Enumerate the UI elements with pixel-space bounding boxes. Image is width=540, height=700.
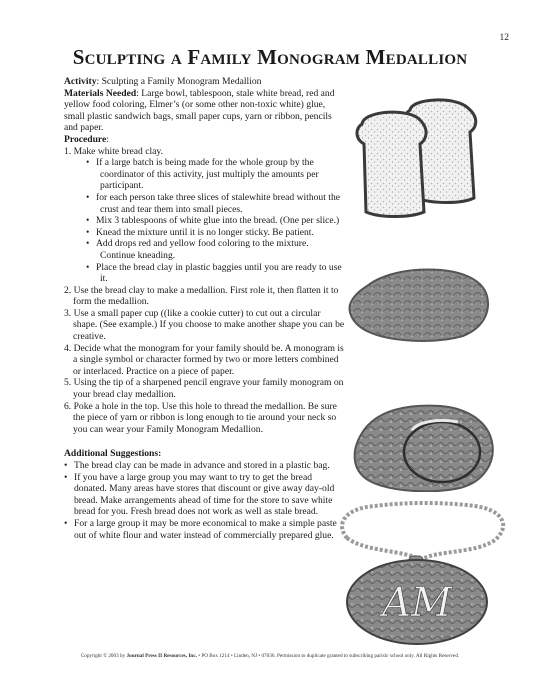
page-title: Sculpting a Family Monogram Medallion [72, 45, 468, 69]
bread-clay-illustration [345, 266, 493, 344]
list-item: • Place the bread clay in plastic baggies until you are ready to use it. [86, 262, 346, 285]
step-4: 4. Decide what the monogram for your family should be. A monogram is a single symbol or character formed by two or more letters combined or interlaced. Practice on a piece of paper. [64, 342, 344, 377]
list-item: • If a large batch is being made for the whole group by the coordinator of this activity, just multiply the amounts per participant. [86, 157, 346, 192]
list-item: • Add drops red and yellow food coloring to the mixture. Continue kneading. [86, 238, 346, 261]
list-item: • for each person take three slices of stalewhite bread without the crust and tear them into small pieces. [86, 192, 346, 215]
step-2: 2. Use the bread clay to make a medallion. First role it, then flatten it to form the medallion. [64, 284, 339, 308]
activity-label: Activity [64, 76, 97, 87]
suggestions-list [64, 460, 346, 541]
bread-slices-illustration [352, 98, 492, 218]
materials-label: Materials Needed [64, 87, 137, 99]
monogram-letters: AM [382, 580, 452, 626]
materials-text: : Large bowl, tablespoon, stale white bread, red and yellow food coloring, Elmer’s (or some other non-toxic white) glue, small plastic sandwich bags, small paper cups, yarn or ribbon, pencils and paper. [64, 87, 335, 134]
suggestions-heading: Additional Suggestions: [64, 448, 162, 460]
list-item: • The bread clay can be made in advance and stored in a plastic bag. [64, 460, 346, 472]
step-6: 6. Poke a hole in the top. Use this hole to thread the medallion. Be sure the piece of yarn or ribbon is long enough to tie around your neck so you can wear your Family Monogram Medallion. [64, 400, 337, 435]
step-3: 3. Use a small paper cup ((like a cookie cutter) to cut out a circular shape. (See example.) If you choose to make another shape you can be creative. [64, 307, 345, 343]
procedure-steps [64, 146, 346, 436]
list-item: • Knead the mixture until it is no longer sticky. Be patient. [86, 227, 346, 239]
list-item: • Mix 3 tablespoons of white glue into the bread. (One per slice.) [86, 215, 346, 227]
copyright-footer: Copyright © 2003 by Journal Press II Resources, Inc. • PO Box 1214 • Linden, NJ • 07036. Permission to duplicate granted to subscribing parish/ school only. All Rights Reserved. [80, 653, 460, 659]
instructions-column [64, 76, 346, 541]
bread-slice-front [357, 112, 426, 216]
step-5: 5. Using the tip of a sharpened pencil engrave your family monogram on your bread clay medallion. [64, 377, 344, 401]
monogram-medallion-illustration [325, 498, 517, 648]
materials-line [64, 88, 346, 134]
list-item: • For a large group it may be more economical to make a simple paste out of white flour and water instead of commercially prepared glue. [64, 518, 346, 541]
page-number: 12 [499, 33, 509, 43]
step-1-text: 1. Make white bread clay. [64, 145, 164, 157]
activity-line [64, 76, 346, 88]
cut-medallion-illustration [348, 400, 496, 492]
step-1 [64, 146, 346, 285]
activity-text: : Sculpting a Family Monogram Medallion [96, 76, 262, 87]
procedure-heading: Procedure: [64, 133, 109, 145]
list-item: • If you have a large group you may want to try to get the bread donated. Many areas have stores that discount or give away day-old bread. Make arrangements ahead of time for the store to save white bread for you. Fresh bread does not work as well as stale bread. [64, 472, 346, 518]
yarn-necklace [342, 503, 503, 560]
step-1-bullets [73, 157, 346, 285]
